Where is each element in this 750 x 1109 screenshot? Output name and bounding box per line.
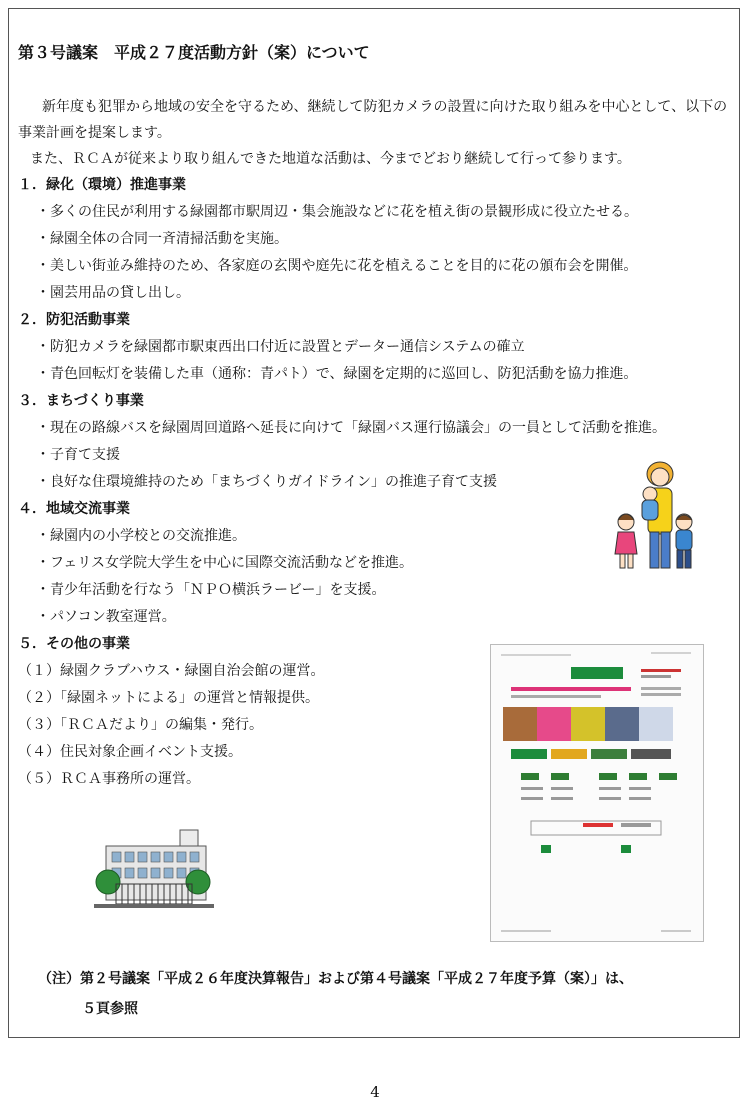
list-item: ・緑園全体の合同一斉清掃活動を実施。 (36, 231, 288, 247)
list-item: ・青少年活動を行なう「ＮＰＯ横浜ラービー」を支援。 (36, 582, 386, 598)
list-item: （３）「ＲＣＡだより」の編集・発行。 (18, 717, 263, 733)
list-item: （１）緑園クラブハウス・緑園自治会館の運営。 (18, 663, 325, 679)
section-heading-1: １．緑化（環境）推進事業 (18, 177, 186, 193)
list-item: ・子育て支援 (36, 447, 120, 463)
page-title: 第３号議案 平成２７度活動方針（案）について (18, 43, 370, 62)
list-item: ・青色回転灯を装備した車（通称：青パト）で、緑園を定期的に巡回し、防犯活動を協力推進。 (36, 366, 638, 382)
list-item: ・緑園内の小学校との交流推進。 (36, 528, 246, 544)
list-item: ・パソコン教室運営。 (36, 609, 176, 625)
website-screenshot (490, 644, 704, 942)
list-item: ・現在の路線バスを緑園周回道路へ延長に向けて「緑園バス運行協議会」の一員として活動を推進。 (36, 420, 666, 436)
family-clipart (604, 458, 700, 582)
building-clipart (94, 828, 214, 914)
intro-text (18, 94, 740, 172)
list-item: ・園芸用品の貸し出し。 (36, 285, 190, 301)
list-item: ・美しい街並み維持のため、各家庭の玄関や庭先に花を植えることを目的に花の頒布会を開催。 (36, 258, 638, 274)
section-heading-3: ３．まちづくり事業 (18, 393, 144, 409)
note-line-1: （注）第２号議案「平成２６年度決算報告」および第４号議案「平成２７年度予算（案）」は、 (38, 971, 633, 987)
section-heading-4: ４．地域交流事業 (18, 501, 130, 517)
list-item: ・多くの住民が利用する緑園都市駅周辺・集会施設などに花を植え街の景観形成に役立たせる。 (36, 204, 638, 220)
intro-paragraph-2: また、ＲＣＡが従来より取り組んできた地道な活動は、今までどおり継続して行って参ります。 (30, 151, 631, 167)
page-number: 4 (370, 1083, 380, 1101)
intro-paragraph-1: 新年度も犯罪から地域の安全を守るため、継続して防犯カメラの設置に向けた取り組みを中心として、以下の事業計画を提案します。 (18, 99, 728, 141)
list-item: ・良好な住環境維持のため「まちづくりガイドライン」の推進子育て支援 (36, 474, 498, 490)
list-item: （２）「緑園ネットによる」の運営と情報提供。 (18, 690, 319, 706)
note (38, 964, 633, 1024)
note-line-2: ５頁参照 (82, 1001, 138, 1017)
section-heading-5: ５．その他の事業 (18, 636, 130, 652)
list-item: （４）住民対象企画イベント支援。 (18, 744, 242, 760)
section-heading-2: ２．防犯活動事業 (18, 312, 130, 328)
list-item: （５）ＲＣＡ事務所の運営。 (18, 771, 200, 787)
list-item: ・防犯カメラを緑園都市駅東西出口付近に設置とデーター通信システムの確立 (36, 339, 525, 355)
list-item: ・フェリス女学院大学生を中心に国際交流活動などを推進。 (36, 555, 414, 571)
